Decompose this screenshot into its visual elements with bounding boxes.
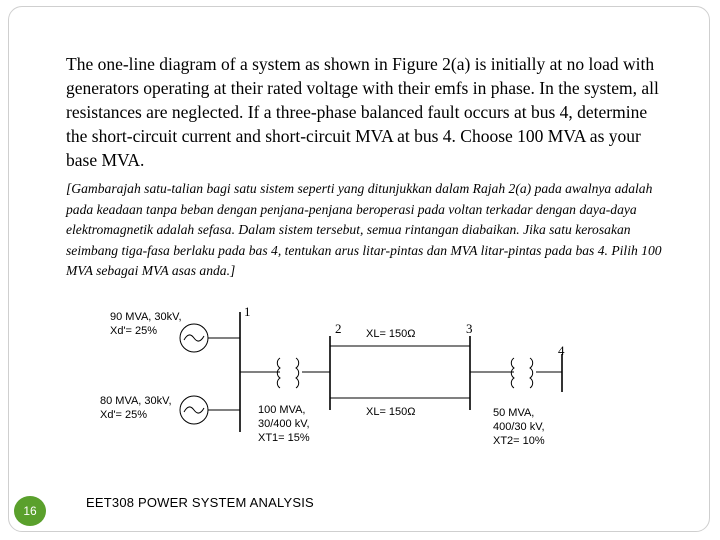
transformer-t1-secondary [296,358,299,388]
generator-1-wave [184,335,204,341]
course-footer: EET308 POWER SYSTEM ANALYSIS [86,495,314,510]
line-2-label: XL= 150Ω [366,406,416,418]
transformer-t2-secondary [530,358,533,388]
transformer-t2-label: 50 MVA, 400/30 kV, XT2= 10% [493,407,545,447]
transformer-t2-primary [511,358,514,388]
line-1-label: XL= 150Ω [366,328,416,340]
generator-2-wave [184,407,204,413]
bus-4-number: 4 [558,343,565,358]
generator-2-label: 80 MVA, 30kV, Xd'= 25% [100,395,172,421]
question-english: The one-line diagram of a system as shown in Figure 2(a) is initially at no load with generators operating at their rated voltage with their emfs in phase. In the system, all resistances are neglected. If a three-phase balanced fault occurs at bus 4, determine the short-circuit current and short-circuit MVA at bus 4. Choose 100 MVA as your base MVA. [66,54,659,170]
transformer-t1-label: 100 MVA, 30/400 kV, XT1= 15% [258,404,310,444]
transformer-t1-primary [277,358,280,388]
bus-2-number: 2 [335,321,342,336]
bus-1-number: 1 [244,304,251,319]
generator-1-label: 90 MVA, 30kV, Xd'= 25% [110,311,182,337]
question-malay: [Gambarajah satu-talian bagi satu sistem seperti yang ditunjukkan dalam Rajah 2(a) pada awalnya adalah pada keadaan tanpa beban dengan penjana-penjana beroperasi pada voltan terkadar dengan daya-daya elektromagnetik adalah sefasa. Dalam sistem tersebut, semua rintangan diabaikan. Jika satu kerosakan seimbang tiga-fasa berlaku pada bas 4, tentukan arus litar-pintas dan MVA litar-pintas pada bas 4. Pilih 100 MVA sebagai MVA asas anda.] [66,181,662,278]
bus-3-number: 3 [466,321,473,336]
page-number-badge: 16 [14,496,46,526]
